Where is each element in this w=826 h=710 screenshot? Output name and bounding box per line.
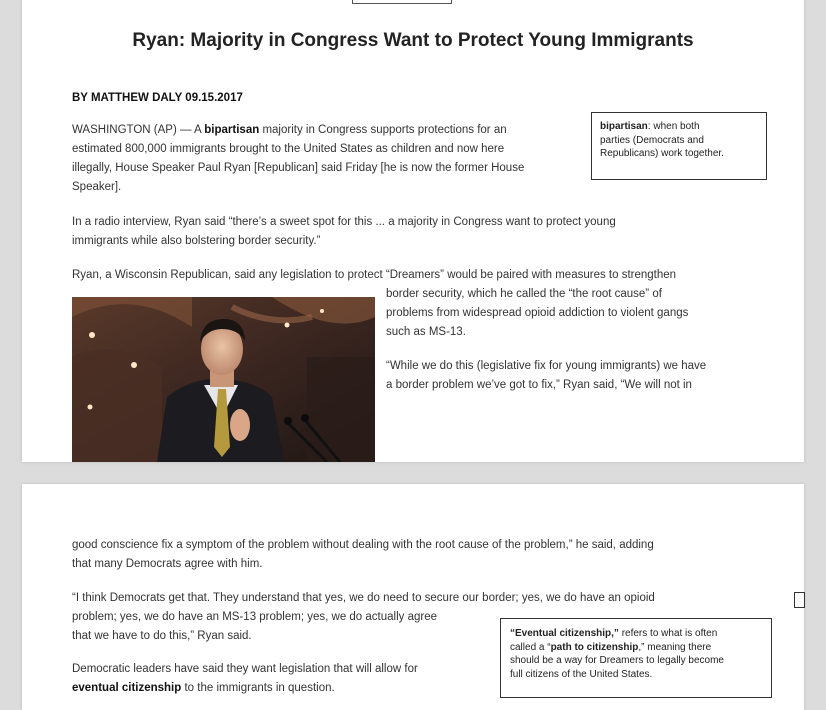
- paragraph-1: [72, 121, 524, 197]
- paragraph-7: Democratic leaders have said they want legislation that will allow for eventual citizenship to the immigrants in question.: [72, 663, 418, 694]
- paul-ryan-photo: [72, 297, 375, 462]
- eventual-citizenship-definition-note: “Eventual citizenship,” refers to what is often called a “path to citizenship,” meaning there should be a way for Dreamers to legally become full citizens of the United States.: [500, 618, 772, 698]
- path-to-citizenship-term: path to citizenship: [550, 641, 639, 653]
- note-2-term: “Eventual citizenship,”: [510, 628, 619, 639]
- paragraph-1-line-3: illegally, House Speaker Paul Ryan [Republican] said Friday [he is now the former House: [72, 162, 525, 174]
- paragraph-1-line-1: WASHINGTON (AP) — A bipartisan majority in Congress supports protections for an: [72, 124, 507, 136]
- page-header-tab: [352, 0, 452, 4]
- eventual-citizenship-term: eventual citizenship: [72, 682, 182, 694]
- margin-marker-box: [794, 592, 805, 608]
- article-title: Ryan: Majority in Congress Want to Protect Young Immigrants: [132, 30, 694, 51]
- paragraph-3-wrapped: border security, which he called the “the root cause” of problems from widespread opioid addiction to violent gangs such as MS-13.: [386, 288, 689, 338]
- document-page-2: [22, 484, 804, 710]
- note-1-term: bipartisan: [600, 121, 648, 132]
- paragraph-1-line-4: Speaker].: [72, 181, 122, 193]
- bipartisan-definition-note: bipartisan: when both parties (Democrats and Republicans) work together.: [591, 112, 767, 180]
- paragraph-5: good conscience fix a symptom of the problem without dealing with the root cause of the problem,” he said, adding that many Democrats agree with him.: [72, 539, 654, 570]
- article-byline: BY MATTHEW DALY 09.15.2017: [72, 92, 243, 104]
- paragraph-3: Ryan, a Wisconsin Republican, said any legislation to protect “Dreamers” would be paired with measures to strengthen: [72, 269, 677, 281]
- paragraph-4: “While we do this (legislative fix for young immigrants) we have a border problem we’ve got to fix,” Ryan said, “We will not in: [386, 360, 707, 391]
- paragraph-1-line-2: estimated 800,000 immigrants brought to the United States as children and now here: [72, 143, 505, 155]
- paragraph-6: “I think Democrats get that. They understand that yes, we do need to secure our border; yes, we do have an opioid problem; yes, we do have an MS-13 problem; yes, we do actually agree that we have to do this,” Ryan said.: [72, 592, 655, 642]
- bipartisan-term: bipartisan: [204, 124, 260, 136]
- paragraph-2: In a radio interview, Ryan said “there’s a sweet spot for this ... a majority in Congress want to protect young immigrants while also bolstering border security.”: [72, 216, 616, 247]
- document-page-1: [22, 0, 804, 462]
- photo-illustration: [72, 297, 375, 462]
